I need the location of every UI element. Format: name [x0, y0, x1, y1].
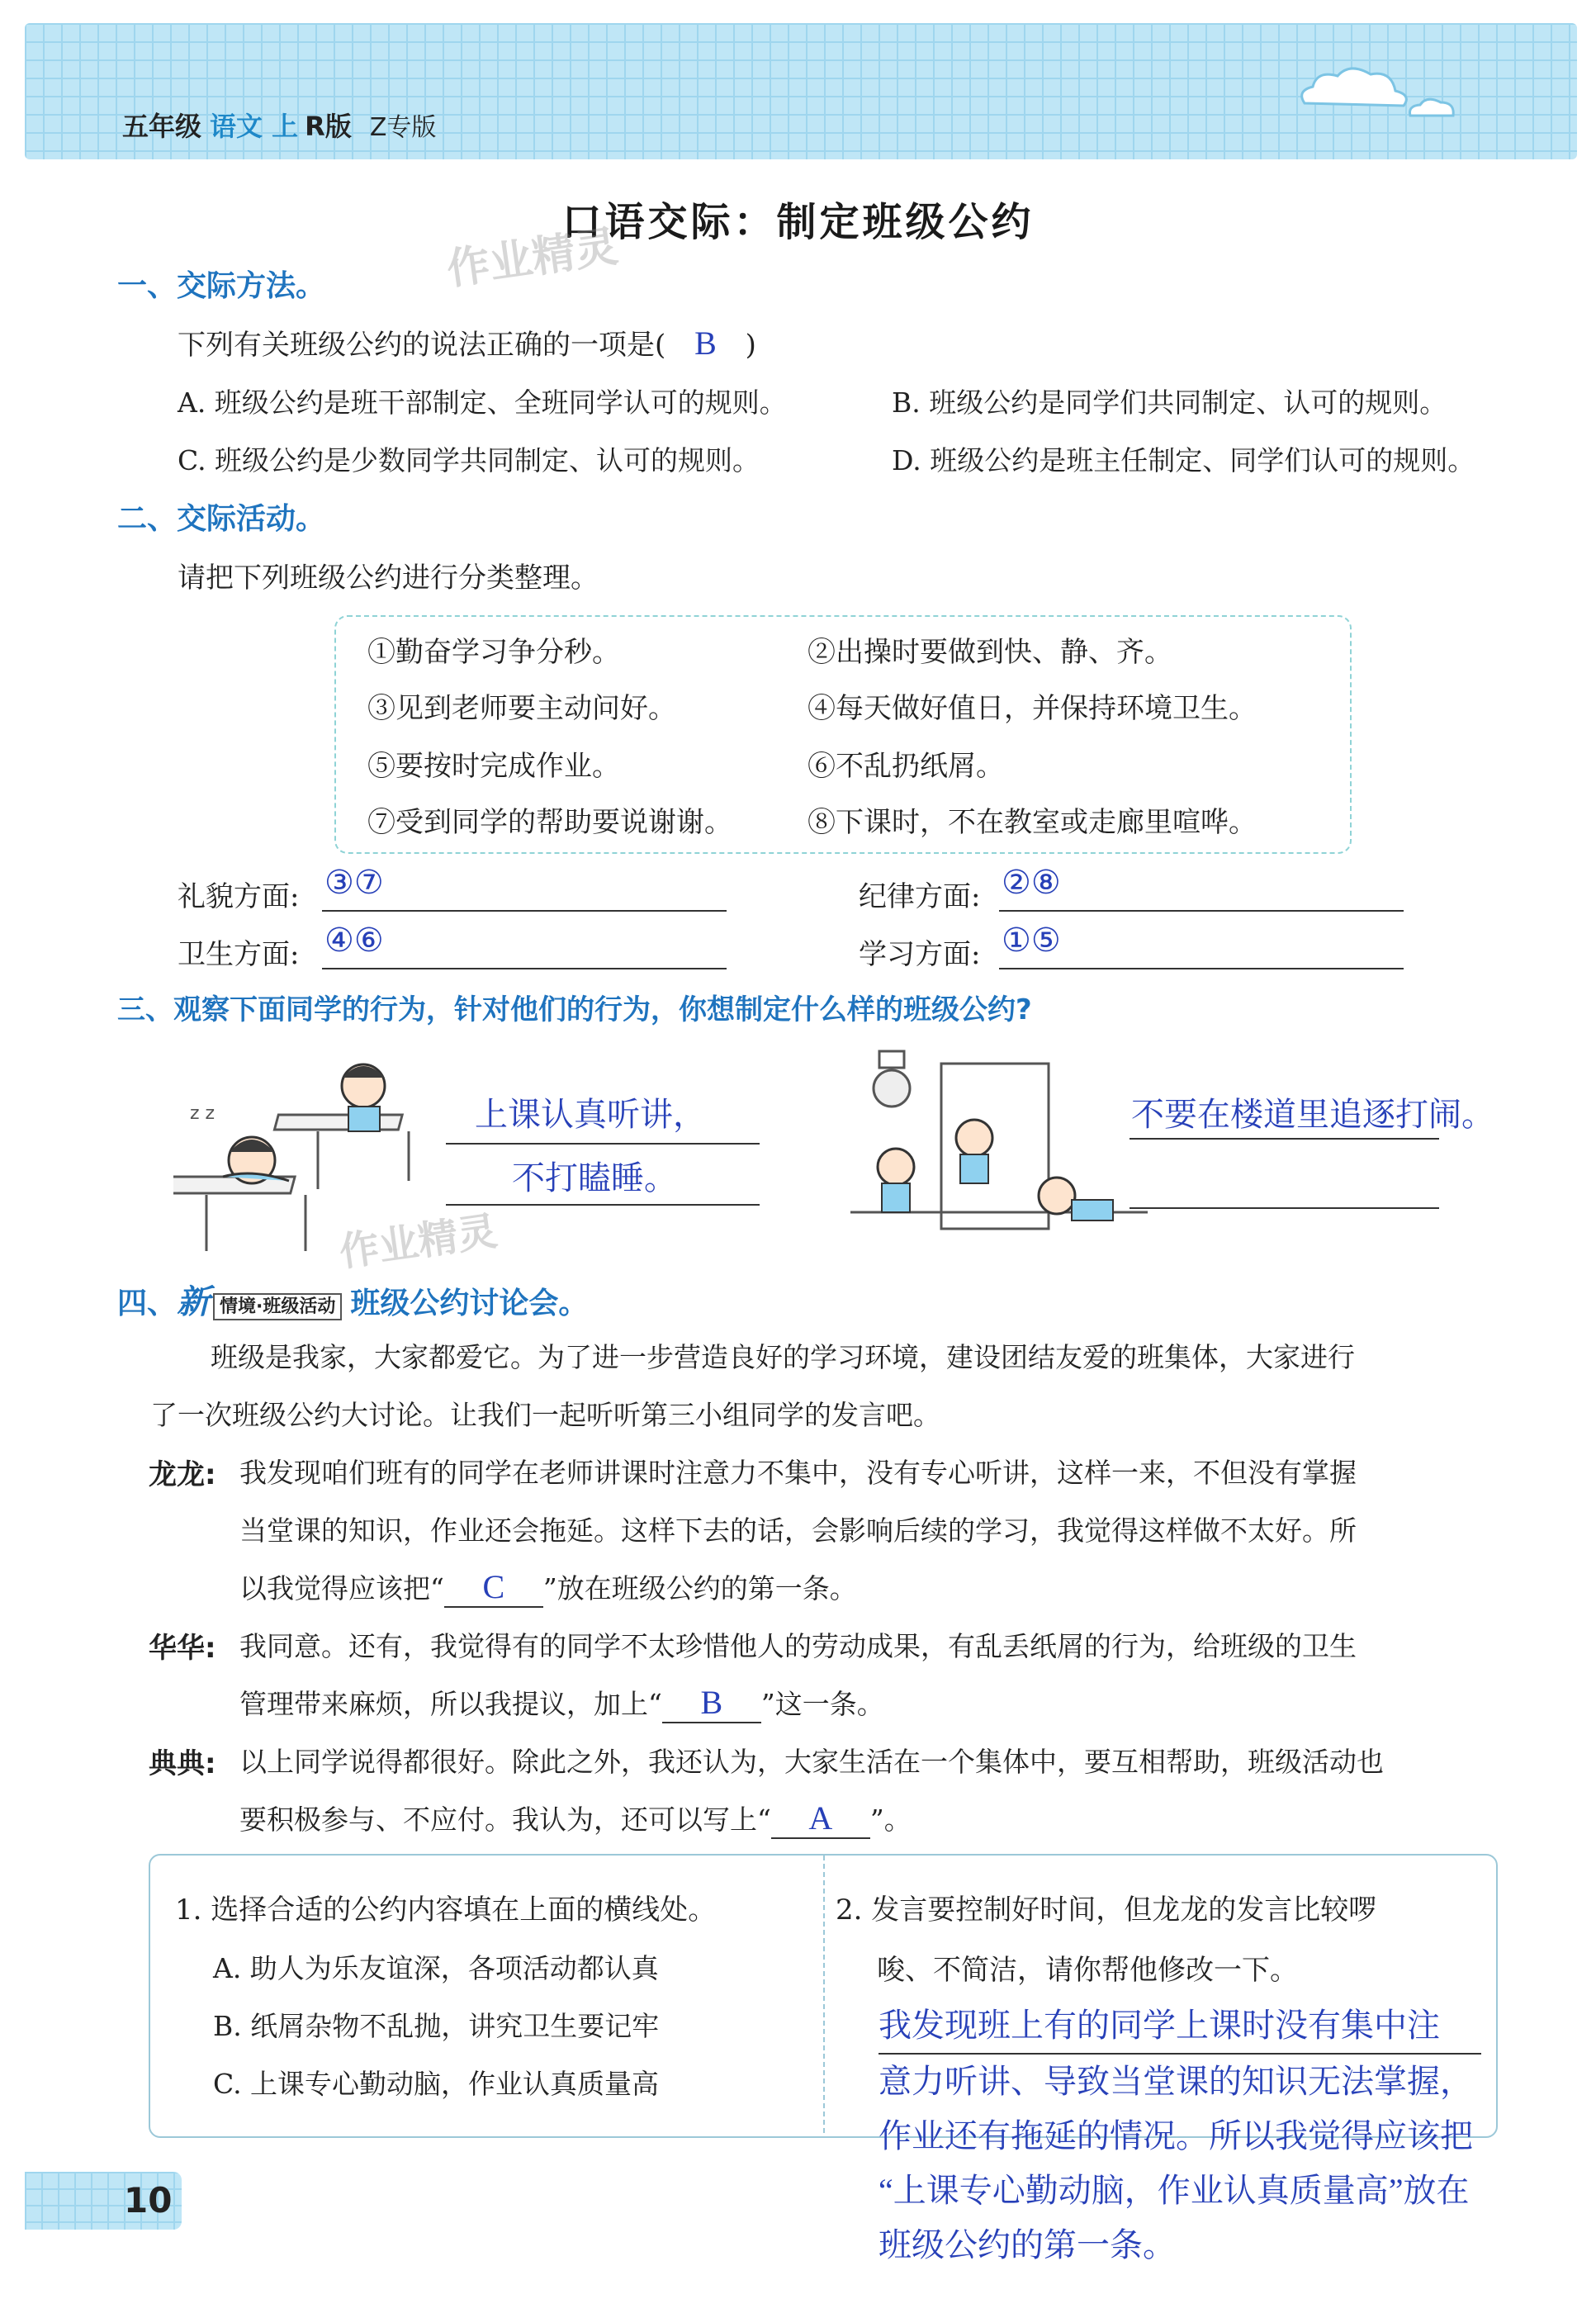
section2-instruction: 请把下列班级公约进行分类整理。	[178, 562, 599, 595]
rule-item: ④每天做好值日，并保持环境卫生。	[807, 692, 1257, 725]
q2-answer	[879, 1998, 1481, 2273]
speaker-line: 以上同学说得都很好。除此之外，我还认为，大家生活在一个集体中，要互相帮助，班级活动也	[239, 1746, 1384, 1778]
category-label-discipline: 纪律方面:	[859, 880, 981, 913]
section4-text: 班级公约讨论会。	[350, 1287, 589, 1320]
text-after: ”放在班级公约的第一条。	[542, 1572, 857, 1604]
speaker-answer: B	[662, 1683, 761, 1723]
watermark-top: 作业精灵	[443, 221, 621, 296]
header-grade: 五年级	[122, 111, 202, 142]
q2-title-1: 2. 发言要控制好时间，但龙龙的发言比较啰	[836, 1894, 1377, 1927]
page-number: 10	[124, 2180, 173, 2221]
header-series: Z专版	[369, 113, 437, 142]
box-divider	[823, 1856, 825, 2133]
q2-answer-line: 意力听讲、导致当堂课的知识无法掌握，	[879, 2063, 1473, 2100]
watermark-middle: 作业精灵	[336, 1207, 500, 1277]
section1-heading: 一、交际方法。	[117, 269, 326, 303]
option-a: A. 班级公约是班干部制定、全班同学认可的规则。	[178, 386, 787, 419]
text-before: 管理带来麻烦，所以我提议，加上“	[239, 1688, 662, 1720]
category-label-manners: 礼貌方面:	[178, 880, 300, 913]
category-label-hygiene: 卫生方面:	[178, 938, 300, 971]
section4-tag: 情境·班级活动	[213, 1293, 342, 1320]
answer-line	[1130, 1102, 1439, 1140]
q1-option-b: B. 纸屑杂物不乱抛，讲究卫生要记牢	[213, 2010, 660, 2042]
question-answer: B	[694, 325, 717, 362]
answer-line	[1130, 1171, 1439, 1209]
speaker-last-line	[239, 1683, 884, 1723]
q2-answer-line: 作业还有拖延的情况。所以我觉得应该把	[879, 2117, 1473, 2154]
section3-heading: 三、观察下面同学的行为，针对他们的行为，你想制定什么样的班级公约?	[117, 993, 1032, 1026]
section4-intro-2: 了一次班级公约大讨论。让我们一起听听第三小组同学的发言吧。	[150, 1399, 940, 1431]
q1-option-c: C. 上课专心勤动脑，作业认真质量高	[213, 2068, 660, 2100]
speaker-answer: A	[771, 1799, 870, 1839]
header-text	[122, 106, 436, 144]
category-answer-study: ①⑤	[1002, 922, 1061, 959]
rule-item: ①勤奋学习争分秒。	[367, 636, 620, 669]
section4-prefix: 四、	[117, 1287, 178, 1320]
q1-title: 1. 选择合适的公约内容填在上面的横线处。	[175, 1894, 717, 1927]
rule-item: ⑦受到同学的帮助要说谢谢。	[367, 806, 732, 839]
speaker-name: 龙龙:	[149, 1458, 216, 1491]
cloud-icon	[1288, 58, 1420, 116]
speaker-line: 我同意。还有，我觉得有的同学不太珍惜他人的劳动成果，有乱丢纸屑的行为，给班级的卫生	[239, 1630, 1357, 1662]
section3-answer-left-2: 不打瞌睡。	[512, 1159, 677, 1197]
section4-new: 新	[177, 1283, 211, 1321]
speaker-line: 当堂课的知识，作业还会拖延。这样下去的话，会影响后续的学习，我觉得这样做不太好。所	[239, 1514, 1357, 1547]
category-label-study: 学习方面:	[859, 938, 981, 971]
speaker-last-line	[239, 1567, 857, 1608]
q2-answer-line: 班级公约的第一条。	[879, 2226, 1176, 2263]
q2-answer-line: 我发现班上有的同学上课时没有集中注	[879, 1998, 1481, 2055]
option-b: B. 班级公约是同学们共同制定、认可的规则。	[892, 386, 1447, 419]
text-after: ”这一条。	[760, 1688, 884, 1720]
page-title: 口语交际：制定班级公约	[561, 199, 1035, 245]
header-subject: 语文 上	[210, 111, 299, 142]
q2-answer-line: “上课专心勤动脑，作业认真质量高”放在	[879, 2172, 1470, 2209]
section4-intro-1: 班级是我家，大家都爱它。为了进一步营造良好的学习环境，建设团结友爱的班集体，大家进行	[211, 1341, 1355, 1373]
corridor-chasing-illustration	[850, 1047, 1148, 1254]
rule-item: ⑤要按时完成作业。	[367, 750, 620, 783]
section3-answer-right: 不要在楼道里追逐打闹。	[1131, 1096, 1494, 1133]
rule-item: ③见到老师要主动问好。	[367, 692, 676, 725]
section2-heading: 二、交际活动。	[117, 502, 326, 536]
speaker-line: 我发现咱们班有的同学在老师讲课时注意力不集中，没有专心听讲，这样一来，不但没有掌握	[239, 1457, 1357, 1489]
text-after: ”。	[869, 1803, 912, 1836]
svg-text:z z: z z	[190, 1103, 215, 1124]
speaker-name: 华华:	[149, 1632, 216, 1665]
q1-option-a: A. 助人为乐友谊深，各项活动都认真	[213, 1952, 659, 1984]
q2-title-2: 唆、不简洁，请你帮他修改一下。	[877, 1954, 1298, 1987]
speaker-last-line	[239, 1799, 912, 1839]
answer-line	[446, 1107, 760, 1145]
header-edition: R版	[305, 111, 352, 142]
speaker-name: 典典:	[149, 1747, 216, 1780]
section1-question	[178, 322, 756, 363]
rule-item: ⑥不乱扔纸屑。	[807, 750, 1004, 783]
question-text: 下列有关班级公约的说法正确的一项是(	[178, 329, 666, 362]
rule-item: ⑧下课时，不在教室或走廊里喧哗。	[807, 806, 1257, 839]
section3-answer-left-1: 上课认真听讲，	[475, 1096, 706, 1133]
text-before: 以我觉得应该把“	[239, 1572, 444, 1604]
section4-heading	[117, 1276, 588, 1323]
small-cloud-icon	[1404, 91, 1461, 124]
option-c: C. 班级公约是少数同学共同制定、认可的规则。	[178, 444, 760, 476]
option-d: D. 班级公约是班主任制定、同学们认可的规则。	[892, 444, 1475, 476]
rule-item: ②出操时要做到快、静、齐。	[807, 636, 1172, 669]
answer-line	[446, 1168, 760, 1206]
text-before: 要积极参与、不应付。我认为，还可以写上“	[239, 1803, 771, 1836]
category-answer-discipline: ②⑧	[1002, 864, 1061, 901]
category-answer-manners: ③⑦	[324, 864, 384, 901]
speaker-answer: C	[444, 1567, 543, 1608]
category-answer-hygiene: ④⑥	[324, 922, 384, 959]
question-end: )	[745, 329, 756, 362]
